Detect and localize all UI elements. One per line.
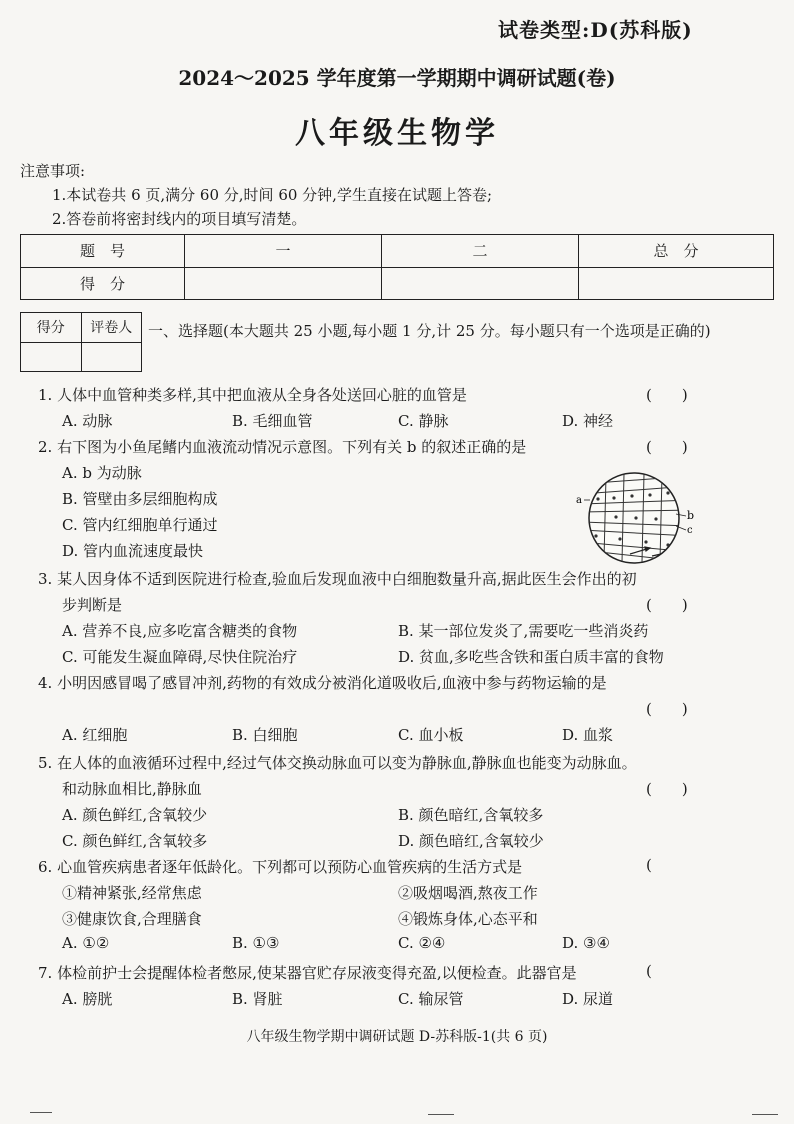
option: A. 红细胞 <box>62 726 128 744</box>
answer-bracket[interactable]: ( <box>646 856 652 874</box>
option: D. 管内血流速度最快 <box>62 542 204 560</box>
figure-label-b: b <box>687 509 695 522</box>
grader-table <box>20 312 142 372</box>
option: D. ③④ <box>562 934 610 952</box>
page-footer: 八年级生物学期中调研试题 D-苏科版-1(共 6 页) <box>246 1029 548 1045</box>
score-header-cell: 二 <box>382 235 579 268</box>
option: B. 管壁由多层细胞构成 <box>62 490 218 508</box>
question-stem: 2. 右下图为小鱼尾鳍内血液流动情况示意图。下列有关 b 的叙述正确的是 <box>38 438 527 456</box>
grader-score-label: 得分 <box>21 313 82 343</box>
scan-mark <box>428 1114 454 1115</box>
question-stem: 1. 人体中血管种类多样,其中把血液从全身各处送回心脏的血管是 <box>38 386 467 404</box>
figure-label-a: a <box>576 495 582 506</box>
answer-bracket[interactable]: ( ) <box>646 438 688 456</box>
option: B. 白细胞 <box>232 726 298 744</box>
option: D. 血浆 <box>562 726 614 744</box>
score-header-cell: 总 分 <box>579 235 774 268</box>
option: D. 颜色暗红,含氧较少 <box>398 832 544 850</box>
question-stem: 6. 心血管疾病患者逐年低龄化。下列都可以预防心血管疾病的生活方式是 <box>38 858 523 876</box>
answer-bracket[interactable]: ( ) <box>646 596 688 614</box>
score-header-cell: 一 <box>185 235 382 268</box>
option: A. ①② <box>62 934 110 952</box>
option: C. 血小板 <box>398 726 464 744</box>
question-stem: 4. 小明因感冒喝了感冒冲剂,药物的有效成分被消化道吸收后,血液中参与药物运输的是 <box>38 674 607 692</box>
notice-item: 2.答卷前将密封线内的项目填写清楚。 <box>52 210 307 228</box>
score-cell[interactable] <box>185 267 382 300</box>
option: A. 颜色鲜红,含氧较少 <box>62 806 208 824</box>
figure-label-c: c <box>687 525 693 536</box>
option: B. 肾脏 <box>232 990 283 1008</box>
option: D. 尿道 <box>562 990 614 1008</box>
exam-title: 2024～2025 学年度第一学期期中调研试题(卷) <box>178 66 616 90</box>
option: C. ②④ <box>398 934 446 952</box>
exam-type-label: 试卷类型:D(苏科版) <box>498 18 693 42</box>
answer-bracket[interactable]: ( ) <box>646 780 688 798</box>
question-stem-continued: 和动脉血相比,静脉血 <box>62 780 202 798</box>
option: C. 输尿管 <box>398 990 464 1008</box>
score-cell[interactable] <box>579 267 774 300</box>
answer-bracket[interactable]: ( <box>646 962 652 980</box>
option: B. 某一部位发炎了,需要吃一些消炎药 <box>398 622 649 640</box>
answer-bracket[interactable]: ( ) <box>646 386 688 404</box>
grader-name-label: 评卷人 <box>81 313 142 343</box>
section-heading: 一、选择题(本大题共 25 小题,每小题 1 分,计 25 分。每小题只有一个选项是正确的) <box>148 322 711 340</box>
question-stem-continued: 步判断是 <box>62 596 123 614</box>
subject-title: 八年级生物学 <box>295 116 499 151</box>
option: B. 颜色暗红,含氧较多 <box>398 806 544 824</box>
score-row-label: 得 分 <box>21 267 185 300</box>
scan-mark <box>752 1114 778 1115</box>
score-header-cell: 题 号 <box>21 235 185 268</box>
option: C. 静脉 <box>398 412 449 430</box>
notice-item: 1.本试卷共 6 页,满分 60 分,时间 60 分钟,学生直接在试题上答卷; <box>52 186 492 204</box>
score-cell[interactable] <box>382 267 579 300</box>
statement-item: ③健康饮食,合理膳食 <box>62 910 202 928</box>
question-stem: 5. 在人体的血液循环过程中,经过气体交换动脉血可以变为静脉血,静脉血也能变为动脉血。 <box>38 754 637 772</box>
grader-name-cell[interactable] <box>81 342 142 372</box>
statement-item: ④锻炼身体,心态平和 <box>398 910 538 928</box>
option: A. 动脉 <box>62 412 113 430</box>
notice-title: 注意事项: <box>20 162 86 180</box>
option: A. 营养不良,应多吃富含糖类的食物 <box>62 622 298 640</box>
statement-item: ①精神紧张,经常焦虑 <box>62 884 202 902</box>
option: C. 管内红细胞单行通过 <box>62 516 218 534</box>
answer-bracket[interactable]: ( ) <box>646 700 688 718</box>
statement-item: ②吸烟喝酒,熬夜工作 <box>398 884 538 902</box>
option: D. 神经 <box>562 412 614 430</box>
option: B. ①③ <box>232 934 280 952</box>
question-stem: 3. 某人因身体不适到医院进行检查,验血后发现血液中白细胞数量升高,据此医生会作出的初 <box>38 570 637 588</box>
option: B. 毛细血管 <box>232 412 313 430</box>
option: C. 颜色鲜红,含氧较多 <box>62 832 208 850</box>
option: C. 可能发生凝血障碍,尽快住院治疗 <box>62 648 298 666</box>
scan-mark <box>30 1112 52 1113</box>
grader-score-cell[interactable] <box>21 342 82 372</box>
option: A. 膀胱 <box>62 990 113 1008</box>
score-table <box>20 234 774 300</box>
option: D. 贫血,多吃些含铁和蛋白质丰富的食物 <box>398 648 664 666</box>
fish-tail-blood-flow-figure <box>576 470 696 566</box>
option: A. b 为动脉 <box>62 464 142 482</box>
question-stem: 7. 体检前护士会提醒体检者憋尿,使某器官贮存尿液变得充盈,以便检查。此器官是 <box>38 964 577 982</box>
